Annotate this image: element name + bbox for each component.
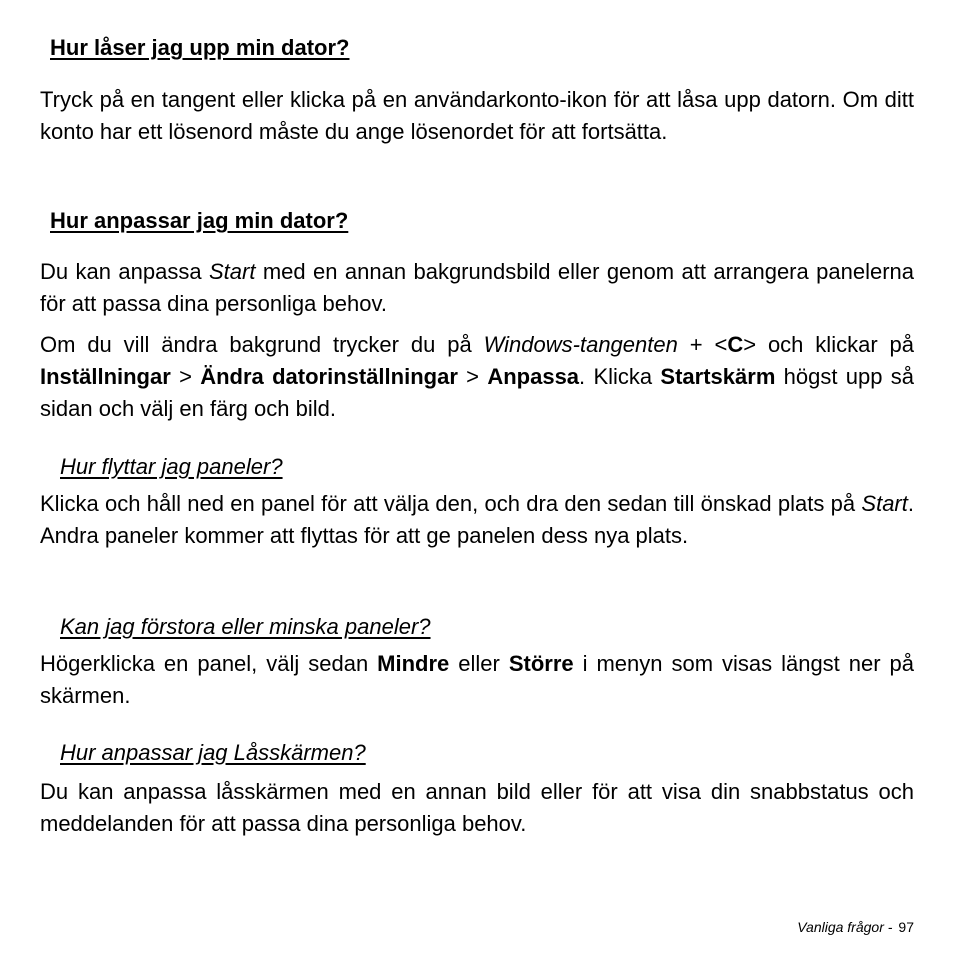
page-footer bbox=[797, 918, 914, 936]
paragraph-lock: Tryck på en tangent eller klicka på en användarkonto-ikon för att låsa upp datorn. Om ditt konto har ett lösenord måste du ange lösenordet för att fortsätta. bbox=[40, 87, 914, 144]
text-segment: > bbox=[170, 364, 201, 389]
italic-start: Start bbox=[861, 491, 908, 516]
bold-smaller: Mindre bbox=[377, 651, 450, 676]
text-segment: Du kan anpassa bbox=[40, 259, 209, 284]
paragraph-customize-start bbox=[40, 256, 914, 320]
italic-start: Start bbox=[208, 259, 256, 284]
text-segment: . Klicka bbox=[579, 364, 661, 389]
heading-move-tiles: Hur flyttar jag paneler? bbox=[60, 454, 283, 479]
text-segment: med en annan bakgrundsbild eller genom att arrangera panelerna för att passa dina personliga behov. bbox=[40, 259, 914, 316]
paragraph-resize-tiles bbox=[40, 648, 914, 712]
heading-customize: Hur anpassar jag min dator? bbox=[50, 208, 349, 233]
bold-larger: Större bbox=[508, 651, 574, 676]
paragraph-lock-screen: Du kan anpassa låsskärmen med en annan bild eller för att visa din snabbstatus och meddelanden för att passa dina personliga behov. bbox=[40, 779, 914, 836]
bold-key-c: C bbox=[727, 332, 744, 357]
text-segment: högst upp så sidan och välj en färg och bild. bbox=[40, 364, 914, 421]
heading-lock: Hur låser jag upp min dator? bbox=[50, 35, 350, 60]
text-segment: > bbox=[457, 364, 488, 389]
page-number: 97 bbox=[898, 919, 914, 935]
paragraph-move-tiles bbox=[40, 488, 914, 552]
bold-personalize: Anpassa bbox=[487, 364, 580, 389]
bold-start-screen: Startskärm bbox=[660, 364, 776, 389]
heading-resize-tiles: Kan jag förstora eller minska paneler? bbox=[60, 614, 431, 639]
paragraph-customize-background bbox=[40, 329, 914, 425]
footer-label: Vanliga frågor - bbox=[797, 919, 893, 935]
text-segment: . Andra paneler kommer att flyttas för att ge panelen dess nya plats. bbox=[40, 491, 914, 548]
text-segment: i menyn som visas längst ner på skärmen. bbox=[40, 651, 915, 708]
text-segment: eller bbox=[449, 651, 509, 676]
heading-lock-screen: Hur anpassar jag Låsskärmen? bbox=[60, 740, 366, 765]
text-segment: Om du vill ändra bakgrund trycker du på bbox=[40, 332, 484, 357]
bold-change-pc-settings: Ändra datorinställningar bbox=[200, 364, 458, 389]
text-segment: + < bbox=[677, 332, 728, 357]
text-segment: Högerklicka en panel, välj sedan bbox=[40, 651, 378, 676]
text-segment: > och klickar på bbox=[743, 332, 914, 357]
text-segment: Klicka och håll ned en panel för att välja den, och dra den sedan till önskad plats på bbox=[40, 491, 862, 516]
italic-windows-key: Windows-tangenten bbox=[483, 332, 678, 357]
bold-settings: Inställningar bbox=[40, 364, 171, 389]
